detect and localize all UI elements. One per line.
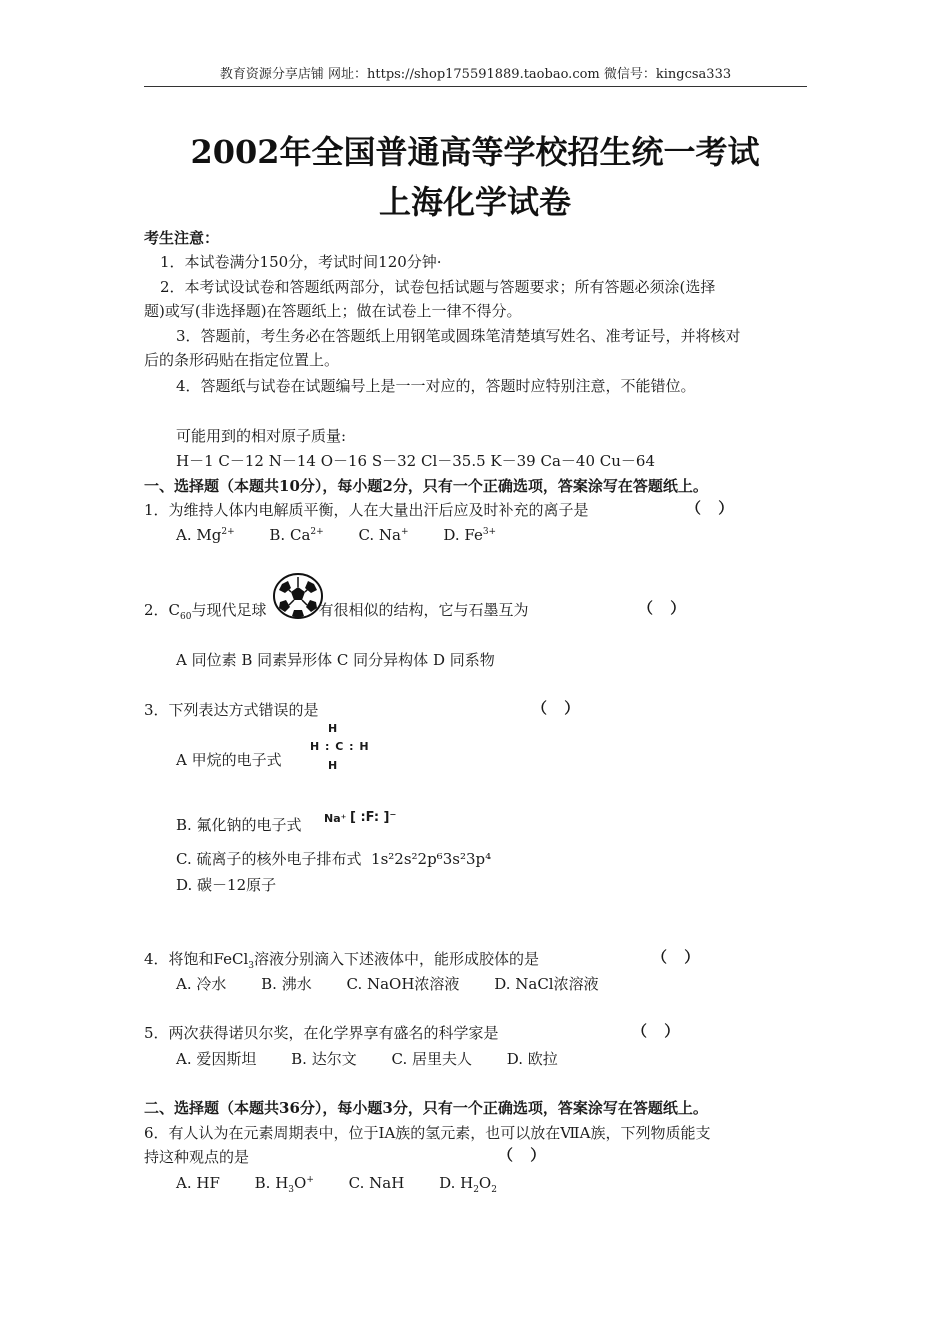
question-2-stem: 2．$C_{60}$与现代足球 有很相似的结构，它与石墨互为 xyxy=(144,601,529,622)
question-2-answer-blank: （ ） xyxy=(638,599,692,617)
option-b: B. $H_3O^+$ xyxy=(254,1174,314,1195)
question-3-answer-blank: （ ） xyxy=(532,699,586,717)
question-4-answer-blank: （ ） xyxy=(652,948,706,966)
methane-h-top: H xyxy=(328,722,338,735)
option-c: C. 居里夫人 xyxy=(391,1050,472,1068)
question-3-option-c: C. 硫离子的核外电子排布式 1s²2s²2p⁶3s²3p⁴ xyxy=(176,850,492,868)
question-5-options xyxy=(176,1048,588,1070)
question-5-stem: 5．两次获得诺贝尔奖，在化学界享有盛名的科学家是 xyxy=(144,1024,499,1042)
option-d: D. $Fe^{3+}$ xyxy=(443,526,497,544)
naf-sodium-ion: Na⁺ xyxy=(324,812,347,825)
option-a: A. $Mg^{2+}$ xyxy=(176,526,235,544)
notice-item-3a: 3．答题前，考生务必在答题纸上用钢笔或圆珠笔清楚填写姓名、准考证号，并将核对 xyxy=(176,327,741,345)
methane-h-bottom: H xyxy=(328,759,338,772)
option-c: C. NaOH浓溶液 xyxy=(346,975,460,993)
question-2-options: A 同位素 B 同素异形体 C 同分异构体 D 同系物 xyxy=(176,651,495,669)
notice-item-2b: 题)或写(非选择题)在答题纸上；做在试卷上一律不得分。 xyxy=(144,302,522,320)
question-1-stem: 1．为维持人体内电解质平衡，人在大量出汗后应及时补充的离子是 xyxy=(144,501,589,519)
question-6-stem-line-2: 持这种观点的是 xyxy=(144,1148,250,1166)
question-3-stem: 3．下列表达方式错误的是 xyxy=(144,701,319,719)
option-a: A. 爱因斯坦 xyxy=(176,1050,257,1068)
notice-item-1: 1．本试卷满分150分，考试时间120分钟· xyxy=(160,253,442,271)
section-1-heading: 一、选择题（本题共10分），每小题2分，只有一个正确选项，答案涂写在答题纸上。 xyxy=(144,477,708,495)
soccer-ball-icon xyxy=(272,572,324,620)
option-d: D. 欧拉 xyxy=(506,1050,558,1068)
notice-item-4: 4．答题纸与试卷在试题编号上是一一对应的，答题时应特别注意，不能错位。 xyxy=(176,377,696,395)
question-3-option-a: A 甲烷的电子式 xyxy=(176,751,282,769)
page-header: 教育资源分享店铺 网址：https://shop175591889.taobao.com 微信号：kingcsa333 xyxy=(219,67,732,82)
option-b: B. 达尔文 xyxy=(291,1050,357,1068)
question-4-stem: 4．将饱和FeCl$_3$溶液分别滴入下述液体中，能形成胶体的是 xyxy=(144,950,540,971)
question-3-option-b: B. 氟化钠的电子式 xyxy=(176,816,302,834)
atomic-mass-list: H－1 C－12 N－14 O－16 S－32 Cl－35.5 K－39 Ca－40 Cu－64 xyxy=(176,452,655,470)
question-1-options xyxy=(176,524,526,546)
notice-item-3b: 后的条形码贴在指定位置上。 xyxy=(144,351,340,369)
naf-fluoride-ion: [ :F: ]⁻ xyxy=(350,810,397,825)
question-4-options xyxy=(176,973,629,995)
question-5-answer-blank: （ ） xyxy=(632,1022,686,1040)
notice-heading: 考生注意： xyxy=(144,229,220,247)
option-c: C. NaH xyxy=(348,1174,405,1192)
methane-center: H : C : H xyxy=(310,740,370,753)
option-a: A. HF xyxy=(176,1174,220,1192)
exam-title: 2002年全国普通高等学校招生统一考试 xyxy=(190,133,760,171)
option-a: A. 冷水 xyxy=(176,975,227,993)
option-d: D. NaCl浓溶液 xyxy=(494,975,599,993)
question-6-stem-line-1: 6．有人认为在元素周期表中，位于ⅠA族的氢元素，也可以放在ⅦA族，下列物质能支 xyxy=(144,1124,711,1142)
option-b: B. $Ca^{2+}$ xyxy=(269,526,324,544)
question-3-option-d: D. 碳－12原子 xyxy=(176,876,277,894)
question-1-answer-blank: （ ） xyxy=(686,499,740,517)
header-divider xyxy=(144,86,807,87)
option-c: C. Na+ xyxy=(358,526,409,544)
section-2-heading: 二、选择题（本题共36分），每小题3分，只有一个正确选项，答案涂写在答题纸上。 xyxy=(144,1099,708,1117)
atomic-mass-label: 可能用到的相对原子质量: xyxy=(176,427,347,445)
question-6-answer-blank: （ ） xyxy=(498,1146,552,1164)
option-d: D. $H_2O_2$ xyxy=(439,1174,497,1195)
question-6-options xyxy=(176,1172,527,1194)
notice-item-2a: 2．本考试设试卷和答题纸两部分，试卷包括试题与答题要求；所有答题必须涂(选择 xyxy=(160,278,716,296)
exam-subtitle: 上海化学试卷 xyxy=(378,183,571,221)
option-b: B. 沸水 xyxy=(261,975,312,993)
